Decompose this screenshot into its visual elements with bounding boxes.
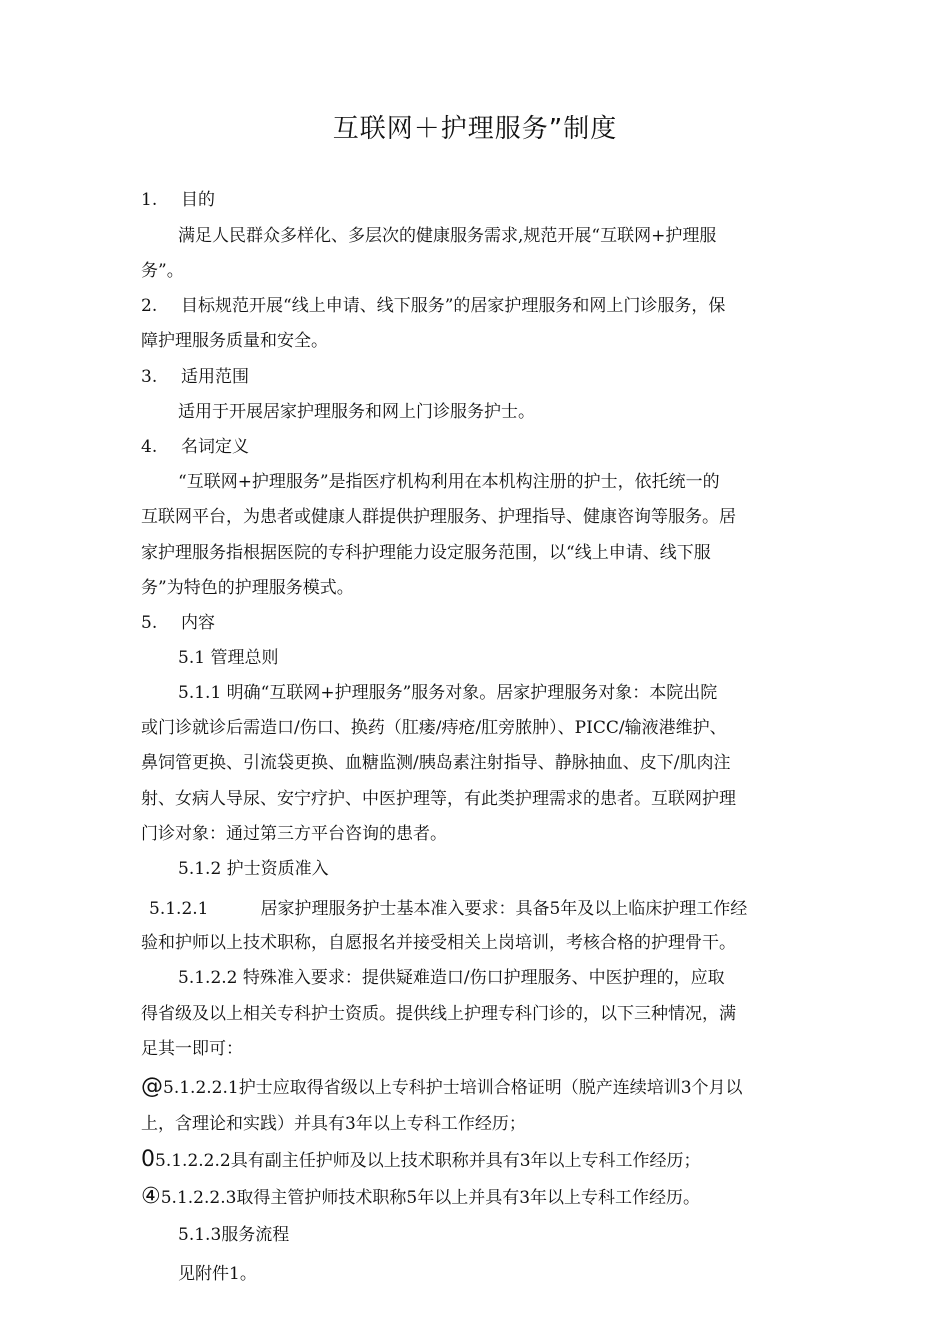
paragraph-line: 鼻饲管更换、引流袋更换、血糖监测/胰岛素注射指导、静脉抽血、皮下/肌肉注 (141, 753, 731, 773)
paragraph-line: 家护理服务指根据医院的专科护理能力设定服务范围，以“线上申请、线下服 (141, 543, 711, 563)
section-number: 4. (141, 437, 158, 457)
section-number: 3. (141, 367, 158, 387)
paragraph-line: 居家护理服务护士基本准入要求：具备5年及以上临床护理工作经 (260, 899, 748, 919)
paragraph-line: 5.1.2.2 特殊准入要求：提供疑难造口/伤口护理服务、中医护理的，应取 (178, 968, 725, 988)
paragraph-line: 5.1.1 明确“互联网+护理服务”服务对象。居家护理服务对象：本院出院 (178, 683, 718, 703)
paragraph-line: 互联网平台，为患者或健康人群提供护理服务、护理指导、健康咨询等服务。居 (141, 507, 736, 527)
list-item (141, 1148, 701, 1173)
paragraph-line: 门诊对象：通过第三方平台咨询的患者。 (141, 824, 447, 844)
section-4-heading (141, 435, 249, 459)
subsection-heading: 5.1.2 护士资质准入 (178, 859, 329, 879)
list-marker: @ (141, 1074, 163, 1099)
paragraph-line: 满足人民群众多样化、多层次的健康服务需求,规范开展“互联网+护理服 (178, 226, 717, 246)
subsection-heading: 5.1 管理总则 (178, 648, 279, 668)
list-marker: ④ (141, 1184, 161, 1209)
section-title: 内容 (181, 613, 215, 633)
paragraph-line: 射、女病人导尿、安宁疗护、中医护理等，有此类护理需求的患者。互联网护理 (141, 789, 736, 809)
clause-5-1-2-1 (149, 897, 747, 921)
section-title: 名词定义 (181, 437, 249, 457)
paragraph-line: 或门诊就诊后需造口/伤口、换药（肛瘘/痔疮/肛旁脓肿）、PICC/输液港维护、 (141, 718, 727, 738)
paragraph-line: 见附件1。 (178, 1264, 257, 1284)
paragraph-line: 务”。 (141, 261, 184, 281)
section-title: 适用范围 (181, 367, 249, 387)
clause-number: 5.1.2.1 (149, 899, 209, 919)
section-number: 5. (141, 613, 158, 633)
paragraph-line: 足其一即可： (141, 1039, 243, 1059)
list-item-text: 上，含理论和实践）并具有3年以上专科工作经历； (141, 1114, 526, 1134)
section-number: 2. (141, 296, 158, 316)
section-3-heading (141, 365, 249, 389)
subsection-heading: 5.1.3服务流程 (178, 1225, 290, 1245)
paragraph-line: 验和护师以上技术职称，自愿报名并接受相关上岗培训，考核合格的护理骨干。 (141, 933, 736, 953)
section-2-heading (141, 294, 725, 318)
paragraph-line: 得省级及以上相关专科护士资质。提供线上护理专科门诊的，以下三种情况，满 (141, 1004, 736, 1024)
list-item (141, 1075, 743, 1100)
paragraph-line: 适用于开展居家护理服务和网上门诊服务护士。 (178, 402, 535, 422)
paragraph-line: 障护理服务质量和安全。 (141, 331, 328, 351)
paragraph-line: 目标规范开展“线上申请、线下服务”的居家护理服务和网上门诊服务，保 (181, 296, 726, 316)
paragraph-line: 务”为特色的护理服务模式。 (141, 578, 354, 598)
list-item (141, 1185, 700, 1210)
page-title: 互联网＋护理服务”制度 (332, 114, 618, 144)
list-marker: 0 (141, 1147, 155, 1172)
section-5-heading (141, 611, 215, 635)
list-item-text: 5.1.2.2.2具有副主任护师及以上技术职称并具有3年以上专科工作经历； (155, 1151, 701, 1171)
section-1-heading (141, 188, 215, 212)
list-item-text: 5.1.2.2.3取得主管护师技术职称5年以上并具有3年以上专科工作经历。 (160, 1188, 701, 1208)
list-item-text: 5.1.2.2.1护士应取得省级以上专科护士培训合格证明（脱产连续培训3个月以 (163, 1078, 743, 1098)
paragraph-line: “互联网+护理服务”是指医疗机构利用在本机构注册的护士，依托统一的 (178, 472, 720, 492)
section-number: 1. (141, 190, 158, 210)
section-title: 目的 (181, 190, 215, 210)
